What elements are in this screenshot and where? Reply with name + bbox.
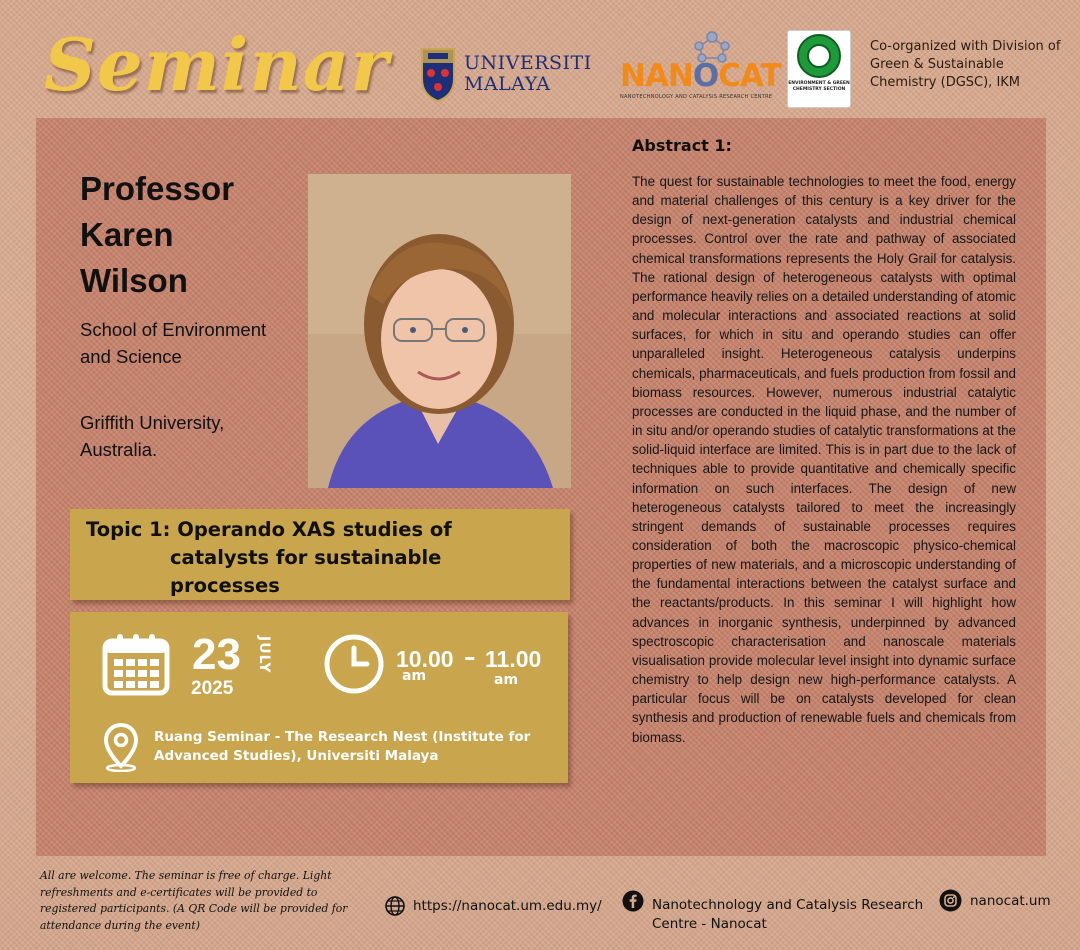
seminar-title: Seminar [44, 22, 390, 107]
event-year: 2025 [191, 678, 234, 699]
environment-green-chemistry-logo [787, 30, 851, 108]
universiti-malaya-logo [420, 42, 610, 106]
footer-note: All are welcome. The seminar is free of charge. Light refreshments and e-certificates will be provided to registered participants. (A QR Code will be provided for attendance during the event) [40, 869, 348, 932]
coorganizer-text: Co-organized with Division of Green & Sustainable Chemistry (DGSC), IKM [870, 39, 1061, 90]
abstract-title: Abstract 1: [632, 136, 732, 155]
um-wordmark: UNIVERSITI MALAYA [464, 52, 592, 95]
env-logo-text: ENVIRONMENT & GREEN CHEMISTRY SECTION [788, 81, 850, 92]
event-time-start: 10.00 [396, 646, 454, 672]
location-pin-icon [102, 722, 140, 772]
nanocat-logo [618, 30, 781, 100]
facebook-link[interactable]: Nanotechnology and Catalysis Research Centre - Nanocat [652, 897, 924, 932]
instagram-link[interactable]: nanocat.um [970, 893, 1051, 909]
topic-title: Topic 1: Operando XAS studies of catalysts for sustainable processes [86, 518, 452, 597]
event-am-end: am [494, 672, 519, 688]
speaker-university: Griffith University, Australia. [80, 412, 225, 460]
env-seal-icon [797, 34, 841, 78]
website-link[interactable]: https://nanocat.um.edu.my/ [413, 898, 602, 914]
topic-box [70, 509, 570, 600]
abstract-body: The quest for sustainable technologies to meet the food, energy and material challenges of this century is a key driver for the design of next-generation catalysts and industrial chemical processes. Control over the rate and pathway of associated chemical transformations represents the Holy Grail for catalysis. The rational design of heterogeneous catalysts with optimal performance heavily relies on a detailed understanding of atomic and molecular interactions and associated reactions at solid surfaces, for which in situ and operando studies can offer unparalleled insight. Heterogeneous catalysis underpins chemicals, pharmaceuticals, and fuels production from fossil and biomass resources. However, numerous industrial catalytic processes are conducted in the liquid phase, and the number of in situ and/or operando studies of catalytic transformations at the solid-liquid interface are limited. This is in part due to the lack of techniques able to provide quantitative and chemically specific information on such interfaces. The design of new heterogeneous catalysts tailored to meet the increasingly stringent demands of sustainable processes requires consideration of both the macroscopic physico-chemical properties of new materials, and a microscopic understanding of the fundamental interactions between the catalyst surface and the reactants/products. In this seminar I will highlight how advances in inorganic synthesis, underpinned by advanced spectroscopic characterisation and nanoscale materials visualisation provide molecular level insight into dynamic surface chemistry to help design new high-performance catalysts. A particular focus will be on catalysts developed for clean synthesis and production of renewable fuels and chemicals from biomass. [632, 174, 1016, 745]
calendar-icon [102, 632, 170, 696]
globe-icon [384, 895, 406, 917]
event-month: JULY [256, 636, 272, 674]
facebook-icon [622, 890, 644, 912]
event-details-box [70, 612, 568, 783]
nanocat-wordmark: NANOCAT [620, 58, 781, 94]
event-time-end: 11.00 [485, 646, 542, 672]
um-crest-icon [420, 45, 456, 103]
event-day: 23 [192, 630, 241, 679]
event-venue: Ruang Seminar - The Research Nest (Institute for Advanced Studies), Universiti Malaya [154, 729, 531, 764]
clock-icon [323, 633, 385, 695]
event-am-start: am [402, 668, 427, 684]
speaker-name: Professor Karen Wilson [80, 170, 235, 299]
speaker-school: School of Environment and Science [80, 319, 267, 367]
event-time-dash: – [464, 645, 476, 671]
speaker-photo [308, 174, 571, 488]
nanocat-subtitle: NANOTECHNOLOGY AND CATALYSIS RESEARCH CENTRE [620, 94, 773, 100]
instagram-icon [939, 889, 962, 912]
